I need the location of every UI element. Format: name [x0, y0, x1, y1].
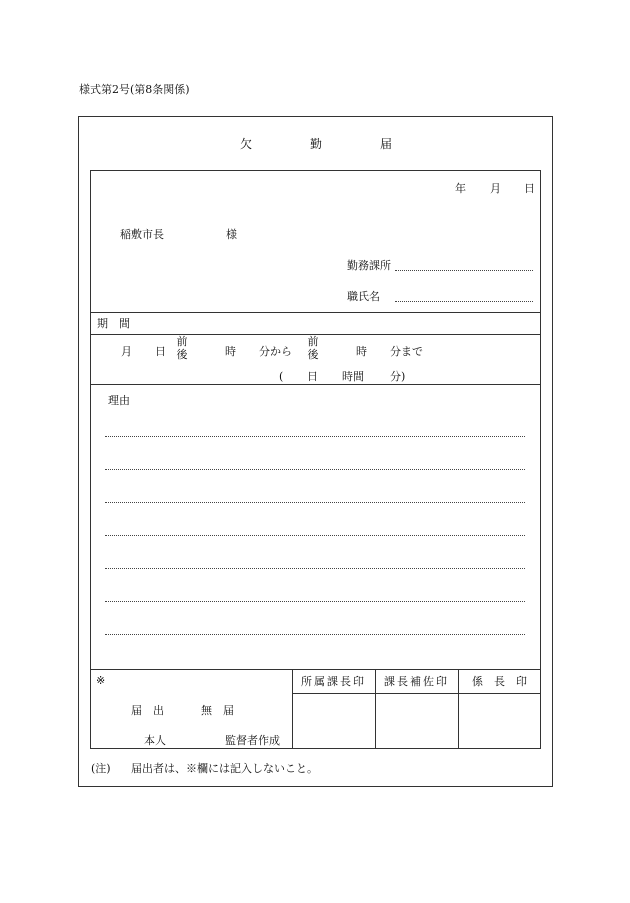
seal-deputy-header: 課長補佐印 [384, 675, 449, 688]
duration-paren: ( [279, 370, 284, 383]
divider [90, 384, 541, 385]
title-char-3: 届 [380, 137, 393, 151]
date-month-label: 月 [490, 182, 501, 195]
ampm-from-am: 前 [176, 335, 188, 348]
date-year-label: 年 [455, 182, 466, 195]
period-hour-to: 時 [356, 345, 367, 358]
reason-line[interactable] [105, 568, 525, 569]
name-label: 職氏名 [347, 290, 380, 303]
form-table [90, 170, 541, 749]
department-label: 勤務課所 [347, 259, 391, 272]
title-char-1: 欠 [240, 137, 253, 151]
note-text: 届出者は、※欄には記入しないこと。 [131, 762, 318, 775]
divider [292, 693, 541, 694]
ampm-to-am: 前 [307, 335, 319, 348]
seal-deputy-box[interactable] [377, 695, 456, 747]
submitted-option: 届 出 [131, 704, 164, 717]
duration-days: 日 [307, 370, 318, 383]
seal-chief-header: 所属課長印 [301, 675, 366, 688]
reason-line[interactable] [105, 601, 525, 602]
ampm-from [175, 335, 189, 361]
office-use-mark: ※ [96, 674, 106, 687]
reason-line[interactable] [105, 535, 525, 536]
reason-line[interactable] [105, 469, 525, 470]
divider [90, 669, 541, 670]
by-self-option: 本人 [144, 734, 166, 747]
reason-line[interactable] [105, 502, 525, 503]
seal-staff-box[interactable] [460, 695, 539, 747]
department-field[interactable] [395, 270, 533, 271]
duration-hours: 時間 [342, 370, 364, 383]
form-number: 様式第2号(第8条関係) [79, 83, 190, 96]
ampm-from-pm: 後 [176, 348, 188, 361]
reason-line[interactable] [105, 436, 525, 437]
seal-chief-box[interactable] [294, 695, 373, 747]
duration-minutes: 分) [390, 370, 406, 383]
period-minute-to: 分まで [390, 345, 423, 358]
date-day-label: 日 [524, 182, 535, 195]
title-char-2: 勤 [310, 137, 323, 151]
divider [90, 312, 541, 313]
not-submitted-option: 無 届 [201, 704, 234, 717]
period-hour-from: 時 [225, 345, 236, 358]
addressee-name: 稲敷市長 [120, 228, 164, 241]
seal-staff-header: 係 長 印 [472, 675, 527, 688]
ampm-to [306, 335, 320, 361]
name-field[interactable] [395, 301, 533, 302]
addressee-honorific: 様 [226, 228, 237, 241]
period-minute-from: 分から [259, 345, 292, 358]
note-label: (注) [91, 762, 111, 775]
ampm-to-pm: 後 [307, 348, 319, 361]
reason-line[interactable] [105, 634, 525, 635]
period-month: 月 [121, 345, 132, 358]
by-supervisor-option: 監督者作成 [225, 734, 280, 747]
period-heading: 期 間 [97, 317, 130, 330]
reason-label: 理由 [108, 394, 130, 407]
period-day: 日 [155, 345, 166, 358]
